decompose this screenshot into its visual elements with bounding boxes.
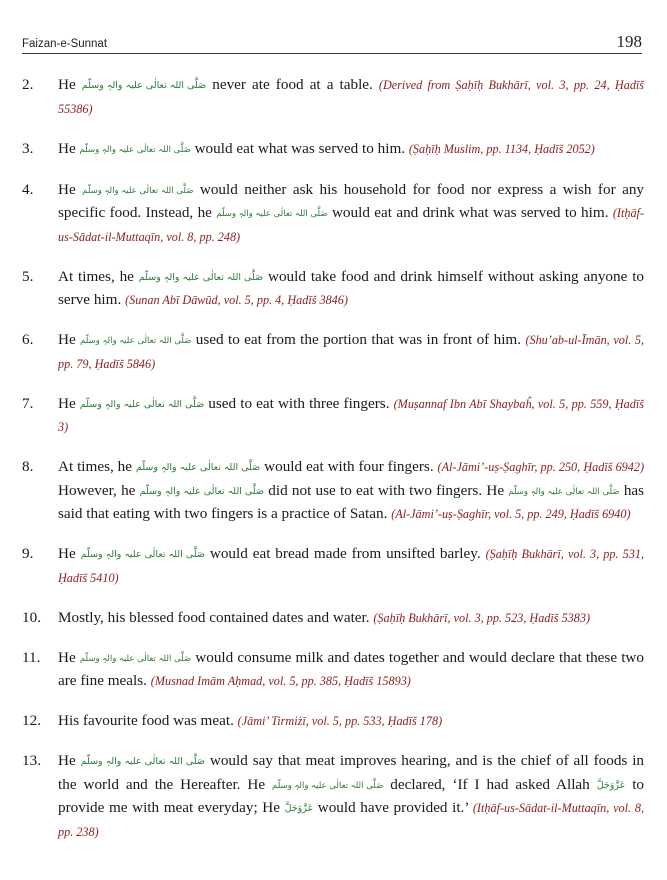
salutation-calligraphy: صَلَّى اللہ تعالٰی علیہ والہٖ وسلّم xyxy=(138,271,264,283)
azza-wa-jal-calligraphy: عَزَّوَجَلَّ xyxy=(596,779,626,791)
item-number: 13. xyxy=(22,752,41,769)
item-number: 6. xyxy=(22,331,34,348)
page-header xyxy=(22,24,642,54)
salutation-calligraphy: صَلَّى اللہ تعالٰی علیہ والہٖ وسلّم xyxy=(80,336,192,346)
item-number: 10. xyxy=(22,608,41,626)
item-number: 3. xyxy=(22,139,34,157)
list-item: 6. He صَلَّى اللہ تعالٰی علیہ والہٖ وسلّم used to eat from the portion that was in front of him. (Shu’ab-ul-Īmān, vol. 5, pp. 79, Ḥadīš 5846) xyxy=(22,331,645,371)
hadith-reference: (Derived from Ṣaḥīḥ Bukhārī, vol. 3, pp. 24, Ḥadīš 55386) xyxy=(58,78,645,116)
list-item: 13. He صَلَّى اللہ تعالٰی علیہ والہٖ وسلّم would say that meat improves hearing, and is the chief of all foods in the world and the Hereafter. He صَلَّى اللہ تعالٰی علیہ والہٖ وسلّم declared, ‘If I had asked Allah عَزَّوَجَلَّ to provide me with meat everyday; He عَزَّوَجَلَّ would have provided it.’ (Itḥāf-us-Sādat-il-Muttaqīn, vol. 8, pp. 238) xyxy=(22,752,645,839)
item-number: 11. xyxy=(22,648,41,666)
hadith-reference: (Jāmi’ Tirmiżī, vol. 5, pp. 533, Ḥadīš 178) xyxy=(237,714,443,728)
item-number: 4. xyxy=(22,180,34,198)
header-divider xyxy=(22,53,642,54)
salutation-calligraphy: صَلَّى اللہ تعالٰی علیہ والہٖ وسلّم xyxy=(272,780,384,791)
hadith-reference: (Al-Jāmi’-uṣ-Ṣaghīr, vol. 5, pp. 249, Ḥadīš 6940) xyxy=(391,507,631,521)
salutation-calligraphy: صَلَّى اللہ تعالٰی علیہ والہٖ وسلّم xyxy=(80,756,205,767)
azza-wa-jal-calligraphy: عَزَّوَجَلَّ xyxy=(284,803,314,814)
hadith-reference: (Itḥāf-us-Sādat-il-Muttaqīn, vol. 8, pp. 238) xyxy=(58,801,645,839)
salutation-calligraphy: صَلَّى اللہ تعالٰی علیہ والہٖ وسلّم xyxy=(79,398,205,410)
list-item: 7. He صَلَّى اللہ تعالٰی علیہ والہٖ وسلّم used to eat with three fingers. (Muṣannaf Ibn Abī Shaybaĥ, vol. 5, pp. 559, Ḥadīš 3) xyxy=(22,394,645,434)
salutation-calligraphy: صَلَّى اللہ تعالٰی علیہ والہٖ وسلّم xyxy=(135,462,261,473)
hadith-reference: (Musnad Imām Aḥmad, vol. 5, pp. 385, Ḥadīš 15893) xyxy=(150,674,411,688)
list-item: 9. He صَلَّى اللہ تعالٰی علیہ والہٖ وسلّم would eat bread made from unsifted barley. (Ṣaḥīḥ Bukhārī, vol. 3, pp. 531, Ḥadīš 5410) xyxy=(22,545,645,585)
list-item: 2. He صَلَّى اللہ تعالٰی علیہ والہٖ وسلّم never ate food at a table. (Derived from Ṣaḥīḥ Bukhārī, vol. 3, pp. 24, Ḥadīš 55386) xyxy=(22,76,645,116)
hadith-reference: (Muṣannaf Ibn Abī Shaybaĥ, vol. 5, pp. 559, Ḥadīš 3) xyxy=(58,396,645,434)
list-item: 11. He صَلَّى اللہ تعالٰی علیہ والہٖ وسلّم would consume milk and dates together and would declare that these two are fine meals. (Musnad Imām Aḥmad, vol. 5, pp. 385, Ḥadīš 15893) xyxy=(22,648,644,689)
salutation-calligraphy: صَلَّى اللہ تعالٰی علیہ والہٖ وسلّم xyxy=(80,549,205,560)
salutation-calligraphy: صَلَّى اللہ تعالٰی علیہ والہٖ وسلّم xyxy=(216,209,328,219)
salutation-calligraphy: صَلَّى اللہ تعالٰی علیہ والہٖ وسلّم xyxy=(508,486,620,497)
hadith-reference: (Ṣaḥīḥ Bukhārī, vol. 3, pp. 531, Ḥadīš 5410) xyxy=(58,547,645,585)
salutation-calligraphy: صَلَّى اللہ تعالٰی علیہ والہٖ وسلّم xyxy=(82,185,194,196)
list-item: 5. At times, he صَلَّى اللہ تعالٰی علیہ والہٖ وسلّم would take food and drink himself without asking anyone to serve him. (Sunan Abī Dāwūd, vol. 5, pp. 4, Ḥadīš 3846) xyxy=(22,267,645,308)
list-item: 12. His favourite food was meat. (Jāmi’ Tirmiżī, vol. 5, pp. 533, Ḥadīš 178) xyxy=(22,710,644,733)
hadith-reference: (Shu’ab-ul-Īmān, vol. 5, pp. 79, Ḥadīš 5846) xyxy=(58,333,645,371)
list-item: 8. At times, he صَلَّى اللہ تعالٰی علیہ والہٖ وسلّم would eat with four fingers. (Al-Jāmi’-uṣ-Ṣaghīr, pp. 250, Ḥadīš 6942) However, he صَلَّى اللہ تعالٰی علیہ والہٖ وسلّم did not use to eat with two fingers. He صَلَّى اللہ تعالٰی علیہ والہٖ وسلّم has said that eating with two fingers is a practice of Satan. (Al-Jāmi’-uṣ-Ṣaghīr, vol. 5, pp. 249, Ḥadīš 6940) xyxy=(22,458,645,522)
item-number: 9. xyxy=(22,545,34,562)
list-item: 4. He صَلَّى اللہ تعالٰی علیہ والہٖ وسلّم would neither ask his household for food nor express a wish for any specific food. Instead, he صَلَّى اللہ تعالٰی علیہ والہٖ وسلّم would eat and drink what was served to him. (Itḥāf-us-Sādat-il-Muttaqīn, vol. 8, pp. 248) xyxy=(22,180,645,244)
hadith-reference: (Al-Jāmi’-uṣ-Ṣaghīr, pp. 250, Ḥadīš 6942) xyxy=(437,460,645,474)
item-number: 2. xyxy=(22,76,34,93)
salutation-calligraphy: صَلَّى اللہ تعالٰی علیہ والہٖ وسلّم xyxy=(79,144,191,155)
list-item: 3. He صَلَّى اللہ تعالٰی علیہ والہٖ وسلّم would eat what was served to him. (Ṣaḥīḥ Muslim, pp. 1134, Ḥadīš 2052) xyxy=(22,138,644,162)
hadith-reference: (Ṣaḥīḥ Muslim, pp. 1134, Ḥadīš 2052) xyxy=(408,141,595,156)
salutation-calligraphy: صَلَّى اللہ تعالٰی علیہ والہٖ وسلّم xyxy=(79,653,192,664)
item-number: 8. xyxy=(22,458,34,475)
item-number: 7. xyxy=(22,394,34,412)
hadith-reference: (Ṣaḥīḥ Bukhārī, vol. 3, pp. 523, Ḥadīš 5383) xyxy=(373,610,591,625)
item-number: 12. xyxy=(22,712,41,729)
salutation-calligraphy: صَلَّى اللہ تعالٰی علیہ والہٖ وسلّم xyxy=(139,485,265,497)
salutation-calligraphy: صَلَّى اللہ تعالٰی علیہ والہٖ وسلّم xyxy=(81,80,207,91)
list-item: 10. Mostly, his blessed food contained dates and water. (Ṣaḥīḥ Bukhārī, vol. 3, pp. 523, Ḥadīš 5383) xyxy=(22,607,644,630)
hadith-reference: (Sunan Abī Dāwūd, vol. 5, pp. 4, Ḥadīš 3846) xyxy=(125,293,348,307)
etiquette-list xyxy=(22,74,644,861)
page-number: 198 xyxy=(616,32,642,51)
hadith-reference: (Itḥāf-us-Sādat-il-Muttaqīn, vol. 8, pp. 248) xyxy=(58,206,644,244)
item-number: 5. xyxy=(22,267,34,285)
book-title: Faizan-e-Sunnat xyxy=(22,38,108,50)
